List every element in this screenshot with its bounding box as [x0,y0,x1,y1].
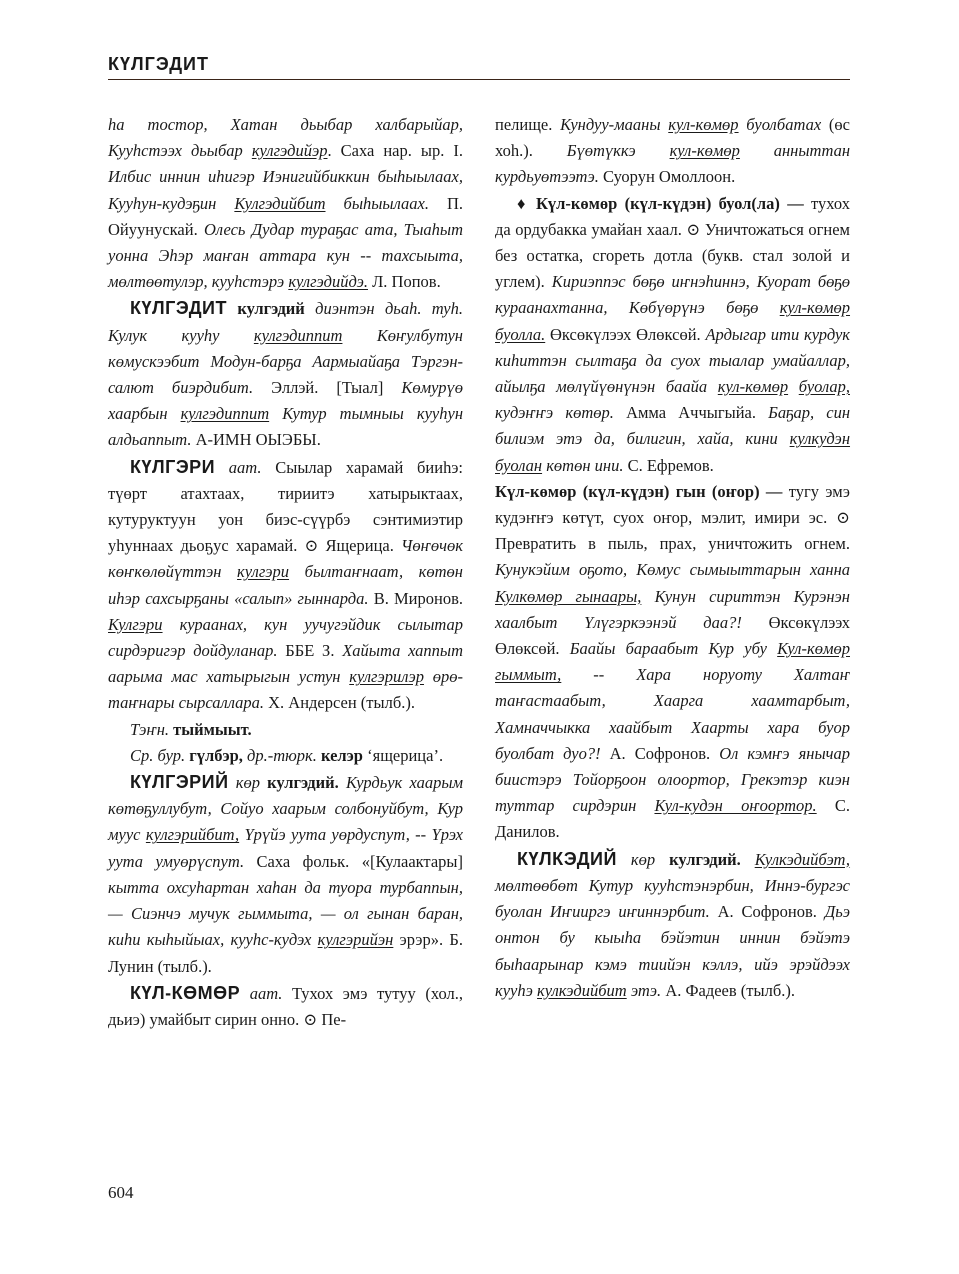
quote-text: буолбатах [746,115,822,134]
cross-reference: кулгэдий [237,299,305,319]
cross-reference: кулгэдий. [669,849,741,869]
quote-text: Көҥулбутун көмускээбит Модун-барҕа Аармыайаҕа Тэргэн-салют биэрдибит. [108,325,463,398]
etymology-label: Ср. [130,745,154,765]
grammar-note: диэнтэн дьаһ. туһ. Кулук кууһу [108,299,464,345]
headword-usage: кулгэрилэр [349,667,424,687]
synonym-label: Тэҥн. [130,719,170,739]
quote-text: мөлтөөбөт Кутур кууһстэнэрбин, Иннэ-бургэс буолан Иҥииргэ иҥиннэрбит. [495,875,850,922]
dictionary-entry [108,295,463,453]
quote-text: Кундуу-мааны [560,115,661,134]
source: Б. Лунин (тылб.). [108,930,463,976]
synonym-word: тыймыыт. [173,719,252,739]
source: А-ИМН ОЫЭБЫ. [195,430,321,450]
left-column [108,112,463,1033]
headword-usage: кулкэдийбит [537,980,627,1000]
quote-text: Хайыта хаппыт аарыма мас хатырыгын устун [108,641,464,687]
quote-text: Үрүйэ уута уөрдуспут, -- Үрэх уута умуөрүспут. [108,825,464,871]
cognate-word: гүлбэр, [189,745,243,765]
headword-usage: буолар, [798,377,850,397]
dictionary-entry [108,980,463,1033]
headword-usage: Кул-кудэн оҥоортор. [654,796,817,816]
phrase-entry [495,479,850,846]
entry-continuation: һа тостор, Хатан дьыбар халбарыйар, Кууһстээх дьыбар кулгэдийэр. Саха нар. ыр. I. Илбис иннин иһигэр Иэнигийбиккин быһыылаах, Кууһун-кудэҕин Кулгэдийбит быһыылаах. П. Ойуунускай. Олесь Дудар тураҕас ата, Тыаһыт уонна Эһэр маҥан аттара кун -- тахсыыта, мөлтөөтулэр, кууһстэрэ кулгэдийдэ. Л. Попов. [108,115,464,292]
headword-usage: кулгэрийбит, [145,825,240,845]
headword-usage: кулгэрийэн [317,930,394,950]
quote-text: этэ. [630,980,662,1000]
dictionary-entry [108,454,463,717]
quote-text: көтөн ини. [546,455,624,475]
quote-text: Кутур тымныы кууһун алдьаппыт. [108,404,464,450]
see-label: көр [235,773,260,793]
see-label: көр [630,849,656,869]
quote-text: Дьэ онтон бу кыыһа бэйэтин иннин бэйэтэ быһаарынар кэмэ тиийэн кэллэ, ийэ эрэйдээх кууһэ [495,902,851,1000]
page-number: 604 [108,1183,134,1202]
language-label: бур. [157,745,186,765]
part-of-speech: аат. [228,457,262,477]
source: (өс хоһ.). [495,115,850,161]
headword-usage: Кулкэдийбэт, [754,849,851,869]
source: В. Миронов. [373,588,463,608]
part-of-speech: аат. [249,983,283,1003]
language-label: др.-тюрк. [247,745,317,765]
quote-text: Илбис иннин иһигэр Иэнигийбиккин быһыылаах, Кууһун-кудэҕин [108,167,463,213]
headword: КҮЛГЭРИЙ [130,772,229,793]
definition: пелище. [495,115,553,134]
quote-text: Кириэппэс бөҕө иҥнэһиннэ, Куорат бөҕө кураанахтанна, Көбүөрүнэ бөҕө [495,272,851,318]
quote-text: Бүөтүккэ [566,141,636,161]
source: А. Софронов. [717,902,817,922]
entry-continuation [495,112,850,191]
quote-text: Ол кэмҥэ янычар биистэрэ Тойорҕоон олоортор, Грекэтэр киэн туттар сирдэрин [495,743,851,816]
headword: КҮЛГЭРИ [130,456,216,477]
definition: Тухох эмэ тутуу (хол., дьиэ) умайбыт сирин онно. ⊙ Пе- [108,983,463,1029]
source: Л. Попов. [372,272,441,292]
quote-text: Олесь Дудар тураҕас ата, Тыаһыт уонна Эһэр маҥан аттара кун -- тахсыыта, мөлтөөтулэр, кууһстэрэ [108,219,464,292]
headword-usage: кул-көмөр [717,377,789,397]
source: С. Данилов. [495,796,850,842]
gloss: ‘ящерица’. [367,745,444,765]
headword-usage: Кулгэдийбит [234,193,326,213]
quote-text: һа тостор, Хатан дьыбар халбарыйар, Кууһстээх дьыбар [108,115,463,161]
header-rule [108,79,850,80]
quote-text: Кунун сириттэн Курэнэн хаалбыт Үлүгэркээнэй даа?! [495,586,850,632]
dictionary-entry [108,769,463,980]
headword: КҮЛ-КӨМӨР [130,982,241,1003]
source: Эллэй. [Тыал] [271,378,384,398]
quote-text: былтаҥнаат, көтөн иһэр сахсырҕаны «салып» гыннарда. [108,562,463,608]
definition: Сыылар харамай бииһэ: түөрт атахтаах, тириитэ хатырыктаах, кутуруктуун уон биэс-сүүрбэ сэнтимиэтир уһуннаах дьоҕус харамай. ⊙ Ящерица. [108,457,464,556]
source: А. Фадеев (тылб.). [665,980,795,1000]
quote-text: Баҕар, син билиэм этэ да, билигин, хайа, кини [495,403,851,449]
source: Суорун Омоллоон. [602,167,736,187]
headword-usage: кул-көмөр буолла. [495,298,851,344]
headword: КҮЛГЭДИТ [130,298,227,319]
quote-text: быһыылаах. [343,193,429,213]
source: Өксөкүлээх Өлөксөй. [550,324,701,344]
headword-usage: кулгэдиппит [180,404,270,424]
headword-usage: кулкудэн буолан [495,429,851,475]
quote-text: эрэр». [399,930,444,950]
cognate-word: келэр [321,745,363,765]
headword-usage: кул-көмөр [668,115,739,134]
definition: тухох да ордубакка умайан хаал. ⊙ Уничтожаться огнем без остатка, сгореть дотла (букв. стал золой и углем). [495,193,851,292]
etymology-line [108,743,463,769]
headword: КҮЛКЭДИЙ [517,848,617,869]
phrase-headword: Күл-көмөр (күл-күдэн) гын (оҥор) — [495,481,783,501]
quote-text: Баайы бараабыт Кур убу [569,639,767,659]
quote-text: Курдьук хаарым көтөҕуллубут, Сойуо хаарым солбонуйбут, Кур муус [108,773,464,845]
definition: тугу эмэ кудэҥҥэ көтүт, суох оҥор, мэлит, имири эс. ⊙ Превратить в пыль, прах, уничтожить огнем. [495,481,850,554]
headword-usage: кулгэдийэр [251,141,328,161]
headword-usage: кулгэри [237,562,290,582]
quote-text: өрө-таҥнары сырсаллара. [108,667,464,713]
phrase-entry [495,191,850,479]
quote-text: Чөҥөчөк көҥкөлөйүттэн [108,536,463,582]
running-head: КҮЛГЭДИТ [108,54,209,74]
source: ББЕ З. [285,641,335,661]
right-column [495,112,850,1004]
cross-reference: кулгэдий. [267,773,339,793]
quote-text: -- Хара норуоту Халтаҥ таҥастаабыт, Хаарга хаамтарбыт, Хамначчыкка хаайбыт Хаарты хара буор буолбат дуо?! [495,665,851,763]
quote-text: кытта охсуһартан хаһан да туора турбаппын, — Сиэнчэ мучук гыммыта, — ол гынан баран, киһи кыһыйыах, кууһс-кудэх [108,877,463,950]
quote-text: Кунукэйим оҕото, Көмус сымыыттарын ханна [495,560,850,580]
headword-usage: кулгэдиппит [253,325,343,345]
source: Саха фольк. «[Кулаактары] [256,851,464,871]
phrase-headword: ♦ Күл-көмөр (күл-күдэн) буол(ла) — [517,193,804,213]
headword-usage: кул-көмөр [669,141,740,161]
headword-usage: Кулгэри [108,614,163,634]
quote-text: Ардыгар ити курдук киһиттэн сылтаҕа да суох тыалар умайаллар, айылҕа мөлүйүөнүнэн баайа [495,324,851,397]
source: С. Ефремов. [627,455,714,475]
headword-usage: Кул-көмөр гыммыт, [495,639,850,685]
dictionary-entry [495,846,850,1004]
source: Х. Андерсен (тылб.). [268,693,415,713]
source: Амма Аччыгыйа. [626,403,756,423]
quote-text: кудэҥҥэ көтөр. [495,403,614,423]
source: Өксөкүлээх Өлөксөй. [495,612,850,659]
quote-text: кураанах, кун уучугэйдик сылытар сирдэригэр дойдуланар. [108,614,463,661]
source: Саха нар. ыр. I. [340,141,464,161]
source: А. Софронов. [609,743,711,763]
quote-text: анныттан курдьуөтээтэ. [495,141,851,187]
headword-usage: Кулкөмөр гынаары, [495,586,642,606]
source: П. Ойуунускай. [108,193,464,239]
quote-text: Көмурүө хаарбын [108,378,464,424]
synonym-line [108,717,463,743]
headword-usage: кулгэдийдэ. [288,272,368,292]
